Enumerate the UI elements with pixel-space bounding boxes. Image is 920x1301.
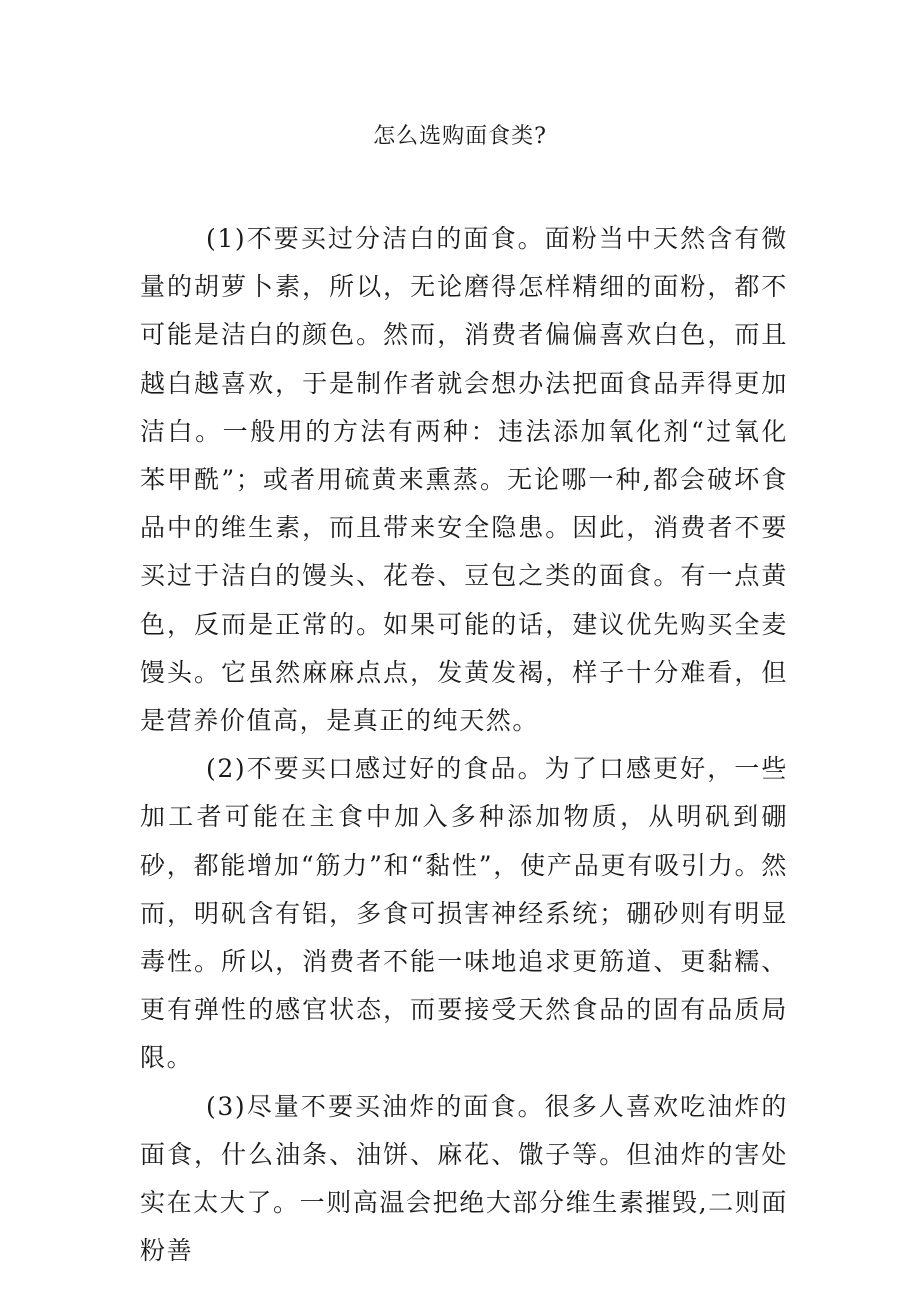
paragraph-1: (1)不要买过分洁白的面食。面粉当中天然含有微量的胡萝卜素，所以，无论磨得怎样精细的面粉，都不可能是洁白的颜色。然而，消费者偏偏喜欢白色，而且越白越喜欢，于是制作者就会想办法把面食品弄得更加洁白。一般用的方法有两种：违法添加氧化剂“过氧化苯甲酰”；或者用硫黄来熏蒸。无论哪一种,都会破坏食品中的维生素，而且带来安全隐患。因此，消费者不要买过于洁白的馒头、花卷、豆包之类的面食。有一点黄色，反而是正常的。如果可能的话，建议优先购买全麦馒头。它虽然麻麻点点，发黄发褐，样子十分难看，但是营养价值高，是真正的纯天然。 (140, 224, 788, 736)
paragraph-3: (3)尽量不要买油炸的面食。很多人喜欢吃油炸的面食，什么油条、油饼、麻花、馓子等。但油炸的害处实在太大了。一则高温会把绝大部分维生素摧毁,二则面粉善 (140, 1091, 788, 1266)
document-title: 怎么选购面食类? (373, 124, 547, 149)
document-body (140, 215, 788, 1275)
paragraph-2: (2)不要买口感过好的食品。为了口感更好，一些加工者可能在主食中加入多种添加物质，从明矾到硼砂，都能增加“筋力”和“黏性”，使产品更有吸引力。然而，明矾含有铝，多食可损害神经系统；硼砂则有明显毒性。所以，消费者不能一味地追求更筋道、更黏糯、更有弹性的感官状态，而要接受天然食品的固有品质局限。 (140, 754, 788, 1073)
